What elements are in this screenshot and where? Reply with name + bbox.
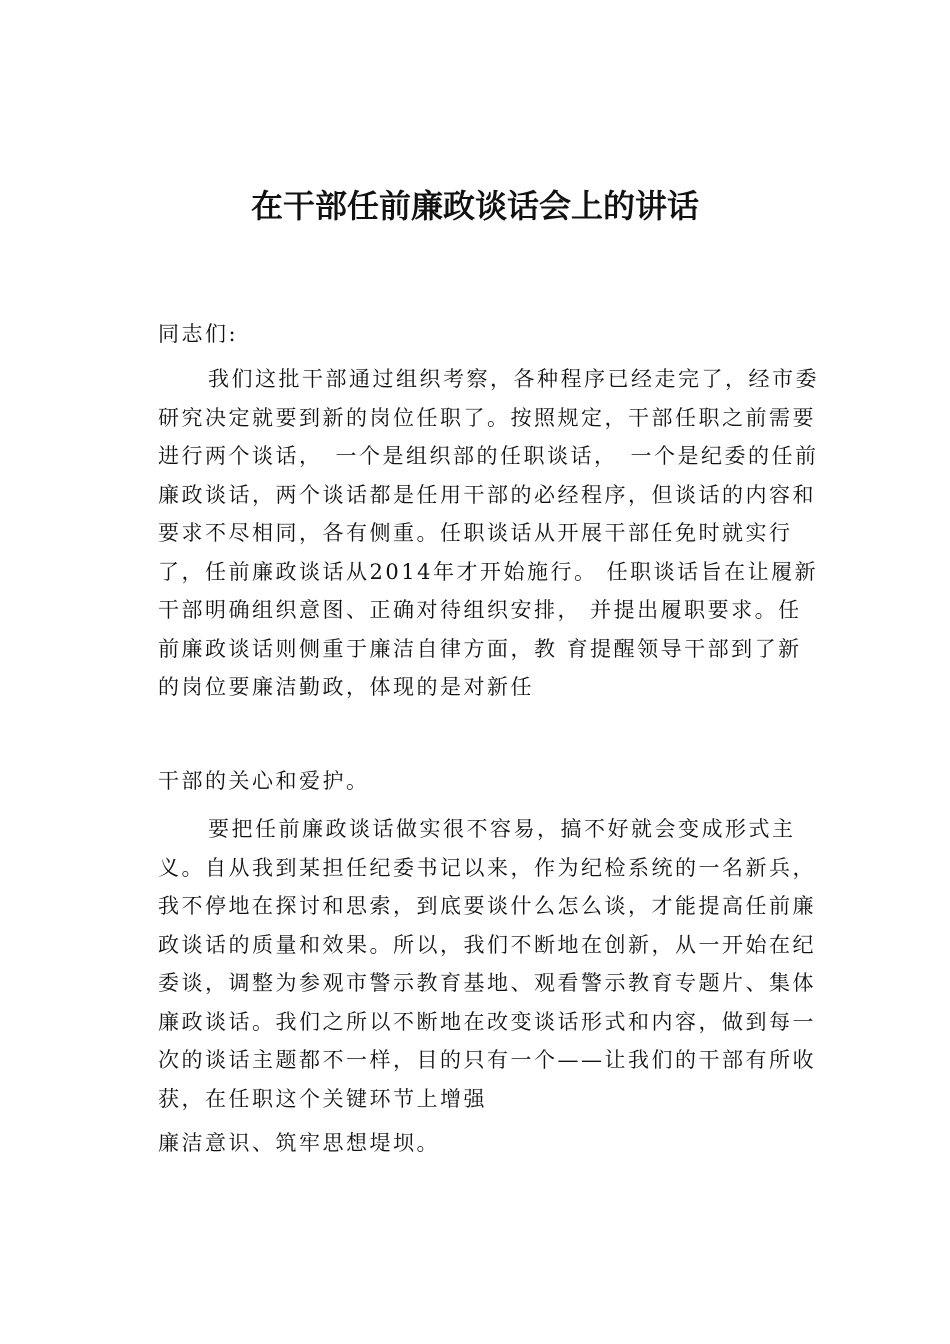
salutation: 同志们: (158, 322, 239, 346)
paragraph-1: 我们这批干部通过组织考察，各种程序已经走完了，经市委研究决定就要到新的岗位任职了。按照规定，干部任职之前需要进行两个谈话， 一个是组织部的任职谈话， 一个是纪委的任前廉政谈话，两个谈话都是任用干部的必经程序，但谈话的内容和要求不尽相同，各有侧重。任职谈话从开展干部任免时就实行了，任前廉政谈话从2014年才开始施行。 任职谈话旨在让履新干部明确组织意图、正确对待组织安排， 并提出履职要求。任前廉政谈话则侧重于廉洁自律方面，教 育提醒领导干部到了新的岗位要廉洁勤政，体现的是对新任 (158, 367, 819, 699)
paragraph-2: 要把任前廉政谈话做实很不容易，搞不好就会变成形式主义。自从我到某担任纪委书记以来，作为纪检系统的一名新兵，我不停地在探讨和思索，到底要谈什么怎么谈，才能提高任前廉政谈话的质量和效果。所以，我们不断地在创新，从一开始在纪委谈，调整为参观市警示教育基地、观看警示教育专题片、集体廉政谈话。我们之所以不断地在改变谈话形式和内容，做到每一次的谈话主题都不一样，目的只有一个——让我们的干部有所收获，在任职这个关键环节上增强 (158, 817, 816, 1111)
paragraph-2-last-line: 廉洁意识、筑牢思想堤坝。 (158, 1131, 440, 1155)
document-title: 在干部任前廉政谈话会上的讲话 (250, 187, 699, 225)
paragraph-1-continuation: 干部的关心和爱护。 (158, 769, 370, 793)
